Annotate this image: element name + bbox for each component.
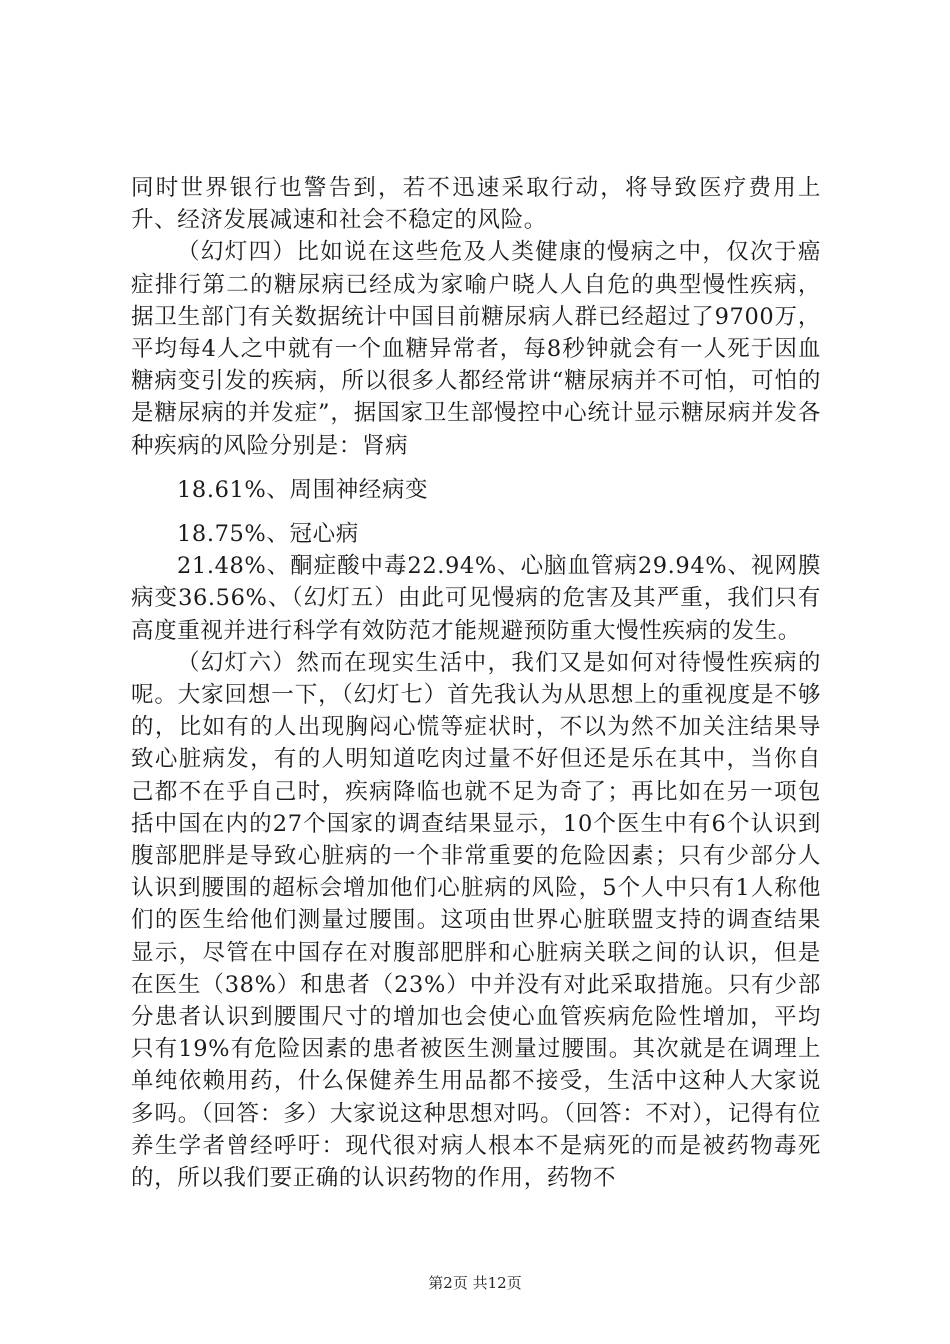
paragraph-1: 同时世界银行也警告到，若不迅速采取行动，将导致医疗费用上升、经济发展减速和社会不稳定的风险。 [131,175,821,234]
body-text [131,172,821,1194]
paragraph-3: 18.61%、周围神经病变 [177,476,429,503]
page-number-footer: 第2页 共12页 [428,1274,522,1292]
paragraph-4: 18.75%、冠心病 [177,521,359,548]
paragraph-2: （幻灯四）比如说在这些危及人类健康的慢病之中，仅次于癌症排行第二的糖尿病已经成为家喻户晓人人自危的典型慢性疾病，据卫生部门有关数据统计中国目前糖尿病人群已经超过了9700万，平均每4人之中就有一个血糖异常者，每8秒钟就会有一人死于因血糖病变引发的疾病，所以很多人都经常讲“糖尿病并不可怕，可怕的是糖尿病的并发症”，据国家卫生部慢控中心统计显示糖尿病并发各种疾病的风险分别是：肾病 [131,239,821,459]
paragraph-5: 21.48%、酮症酸中毒22.94%、心脑血管病29.94%、视网膜病变36.56%、（幻灯五）由此可见慢病的危害及其严重，我们只有高度重视并进行科学有效防范才能规避预防重大慢性疾病的发生。 [131,553,821,644]
paragraph-6: （幻灯六）然而在现实生活中，我们又是如何对待慢性疾病的呢。大家回想一下，（幻灯七）首先我认为从思想上的重视度是不够的，比如有的人出现胸闷心慌等症状时，不以为然不加关注结果导致心脏病发，有的人明知道吃肉过量不好但还是乐在其中，当你自己都不在乎自己时，疾病降临也就不足为奇了；再比如在另一项包括中国在内的27个国家的调查结果显示，10个医生中有6个认识到腹部肥胖是导致心脏病的一个非常重要的危险因素；只有少部分人认识到腰围的超标会增加他们心脏病的风险，5个人中只有1人称他们的医生给他们测量过腰围。这项由世界心脏联盟支持的调查结果显示，尽管在中国存在对腹部肥胖和心脏病关联之间的认识，但是在医生（38%）和患者（23%）中并没有对此采取措施。只有少部分患者认识到腰围尺寸的增加也会使心血管疾病危险性增加，平均只有19%有危险因素的患者被医生测量过腰围。其次就是在调理上单纯依赖用药，什么保健养生用品都不接受，生活中这种人大家说多吗。（回答：多）大家说这种思想对吗。（回答：不对），记得有位养生学者曾经呼吁：现代很对病人根本不是病死的而是被药物毒死的，所以我们要正确的认识药物的作用，药物不 [131,649,821,1192]
